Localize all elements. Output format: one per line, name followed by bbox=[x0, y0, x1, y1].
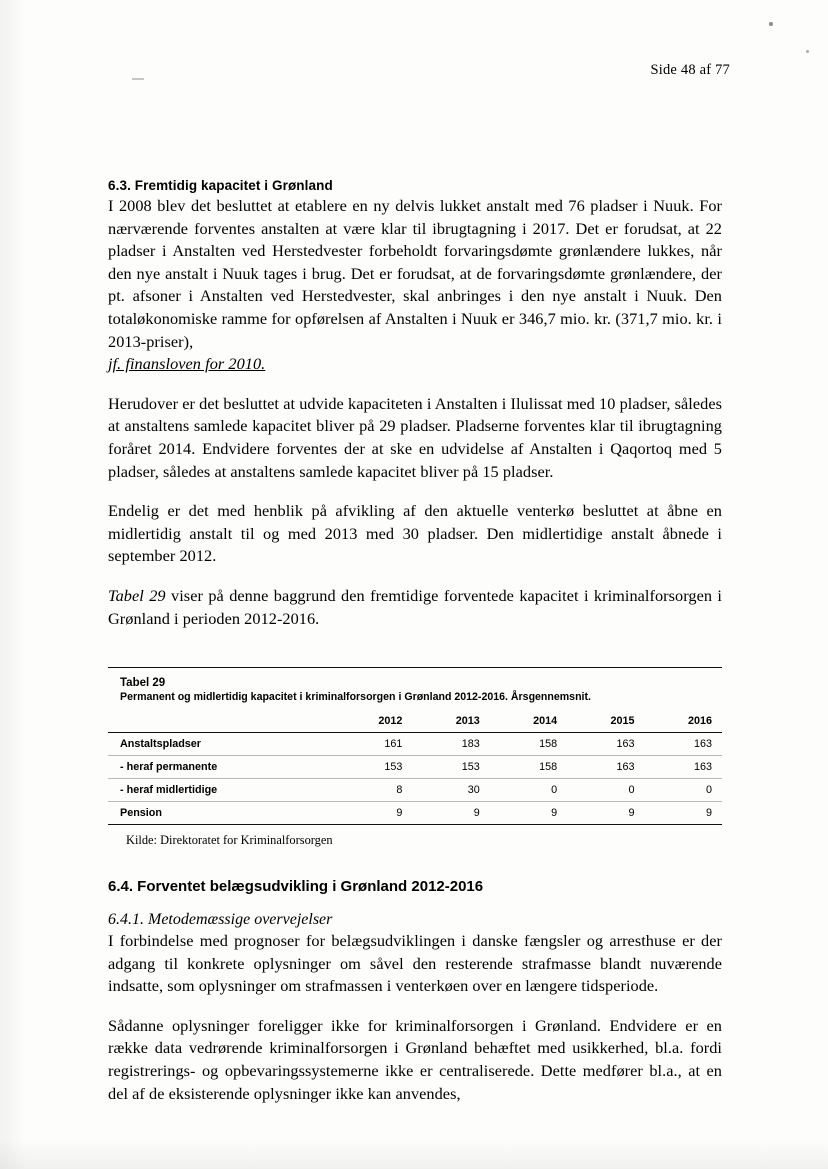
heading-6-4: 6.4. Forventet belægsudvikling i Grønland 2012-2016 bbox=[108, 878, 484, 896]
table-row bbox=[108, 756, 722, 779]
paragraph-6-3-2: Herudover er det besluttet at udvide kapaciteten i Anstalten i Ilulissat med 10 pladser, således at anstaltens samlede kapacitet bliver på 29 pladser. Pladserne forventes klar til ibrugtagning foråret 2014. Endvidere forventes der at ske en udvidelse af Anstalten i Qaqortoq med 5 pladser, således at anstaltens samlede kapacitet bliver på 15 pladser. bbox=[108, 393, 722, 481]
cell: 30 bbox=[412, 779, 489, 802]
cell: 153 bbox=[412, 756, 489, 779]
scan-speck-icon bbox=[806, 50, 809, 53]
cell: 9 bbox=[567, 802, 644, 825]
cell: 163 bbox=[567, 756, 644, 779]
cell: 183 bbox=[412, 733, 489, 756]
cell: 158 bbox=[490, 733, 567, 756]
table-header-row bbox=[108, 712, 722, 733]
law-reference: jf. finansloven for 2010. bbox=[108, 354, 266, 374]
cell: 163 bbox=[645, 756, 722, 779]
document-body bbox=[108, 178, 722, 1122]
cell: 163 bbox=[645, 733, 722, 756]
paragraph-6-4-1-2: Sådanne oplysninger foreligger ikke for kriminalforsorgen i Grønland. Endvidere er en række data vedrørende kriminalforsorgen i Grønland behæftet med usikkerhed, bl.a. fordi registrerings- og opbevaringssystemerne ikke er centraliserede. Dette medfører bl.a., at en del af de eksisterende oplysninger ikke kan anvendes, bbox=[108, 1015, 722, 1103]
cell: 158 bbox=[490, 756, 567, 779]
paragraph-6-4-1-1: I forbindelse med prognoser for belægsudviklingen i danske fængsler og arresthuse er der adgang til konkrete oplysninger om såvel den resterende strafmasse blandt nuværende indsatte, som oplysninger om strafmassen i venterkøen over en længere tidsperiode. bbox=[108, 931, 722, 996]
table-row bbox=[108, 779, 722, 802]
capacity-table bbox=[108, 712, 722, 825]
cell: 9 bbox=[490, 802, 567, 825]
cell: 163 bbox=[567, 733, 644, 756]
row-label: Pension bbox=[108, 802, 335, 825]
table-row bbox=[108, 802, 722, 825]
cell: 161 bbox=[335, 733, 412, 756]
col-header-2013: 2013 bbox=[412, 712, 489, 733]
paragraph-6-3-3: Endelig er det med henblik på afvikling af den aktuelle venterkø besluttet at åbne en midlertidig anstalt til og med 2013 med 30 pladser. Den midlertidige anstalt åbnede i september 2012. bbox=[108, 501, 722, 566]
row-label: Anstaltspladser bbox=[108, 733, 335, 756]
table-29-block bbox=[108, 667, 722, 848]
cell: 153 bbox=[335, 756, 412, 779]
cell: 9 bbox=[645, 802, 722, 825]
cell: 9 bbox=[412, 802, 489, 825]
heading-6-3: 6.3. Fremtidig kapacitet i Grønland bbox=[108, 178, 333, 193]
col-header-2015: 2015 bbox=[567, 712, 644, 733]
page-number: Side 48 af 77 bbox=[650, 62, 730, 78]
col-header-2016: 2016 bbox=[645, 712, 722, 733]
scan-edge-shadow bbox=[0, 1139, 828, 1169]
paragraph-6-3-4-text: viser på denne baggrund den fremtidige forventede kapacitet i kriminalforsorgen i Grønland i perioden 2012-2016. bbox=[108, 585, 723, 628]
table-label: Tabel 29 bbox=[120, 677, 166, 690]
col-header-0 bbox=[108, 712, 335, 733]
paragraph-6-3-4 bbox=[108, 585, 722, 630]
row-label: - heraf permanente bbox=[108, 756, 335, 779]
table-top-rule bbox=[108, 667, 722, 668]
table-caption: Permanent og midlertidig kapacitet i kriminalforsorgen i Grønland 2012-2016. Årsgennemsnit. bbox=[120, 691, 591, 704]
table-reference: Tabel 29 bbox=[108, 585, 166, 605]
cell: 0 bbox=[645, 779, 722, 802]
cell: 0 bbox=[567, 779, 644, 802]
cell: 0 bbox=[490, 779, 567, 802]
col-header-2012: 2012 bbox=[335, 712, 412, 733]
heading-6-4-1: 6.4.1. Metodemæssige overvejelser bbox=[108, 911, 333, 929]
table-source: Kilde: Direktoratet for Kriminalforsorgen bbox=[126, 833, 333, 848]
cell: 9 bbox=[335, 802, 412, 825]
table-row bbox=[108, 733, 722, 756]
paragraph-6-3-1-text: I 2008 blev det besluttet at etablere en ny delvis lukket anstalt med 76 pladser i Nuuk. For nærværende forventes anstalten at være klar til ibrugtagning i 2017. Det er forudsat, at 22 pladser i Anstalten ved Herstedvester forbeholdt forvaringsdømte grønlændere lukkes, når den nye anstalt i Nuuk tages i brug. Det er forudsat, at de forvaringsdømte grønlændere, der pt. afsoner i Anstalten ved Herstedvester, skal anbringes i den nye anstalt i Nuuk. Den totaløkonomiske ramme for opførelsen af Anstalten i Nuuk er 346,7 mio. kr. (371,7 mio. kr. i 2013-priser), bbox=[108, 196, 722, 351]
scan-speck-icon bbox=[769, 22, 773, 26]
scan-speck-icon bbox=[132, 78, 144, 80]
paragraph-6-3-1 bbox=[108, 195, 722, 353]
paragraph-6-3-1-reference bbox=[108, 353, 722, 376]
col-header-2014: 2014 bbox=[490, 712, 567, 733]
scan-edge-shadow bbox=[0, 0, 26, 1169]
row-label: - heraf midlertidige bbox=[108, 779, 335, 802]
cell: 8 bbox=[335, 779, 412, 802]
